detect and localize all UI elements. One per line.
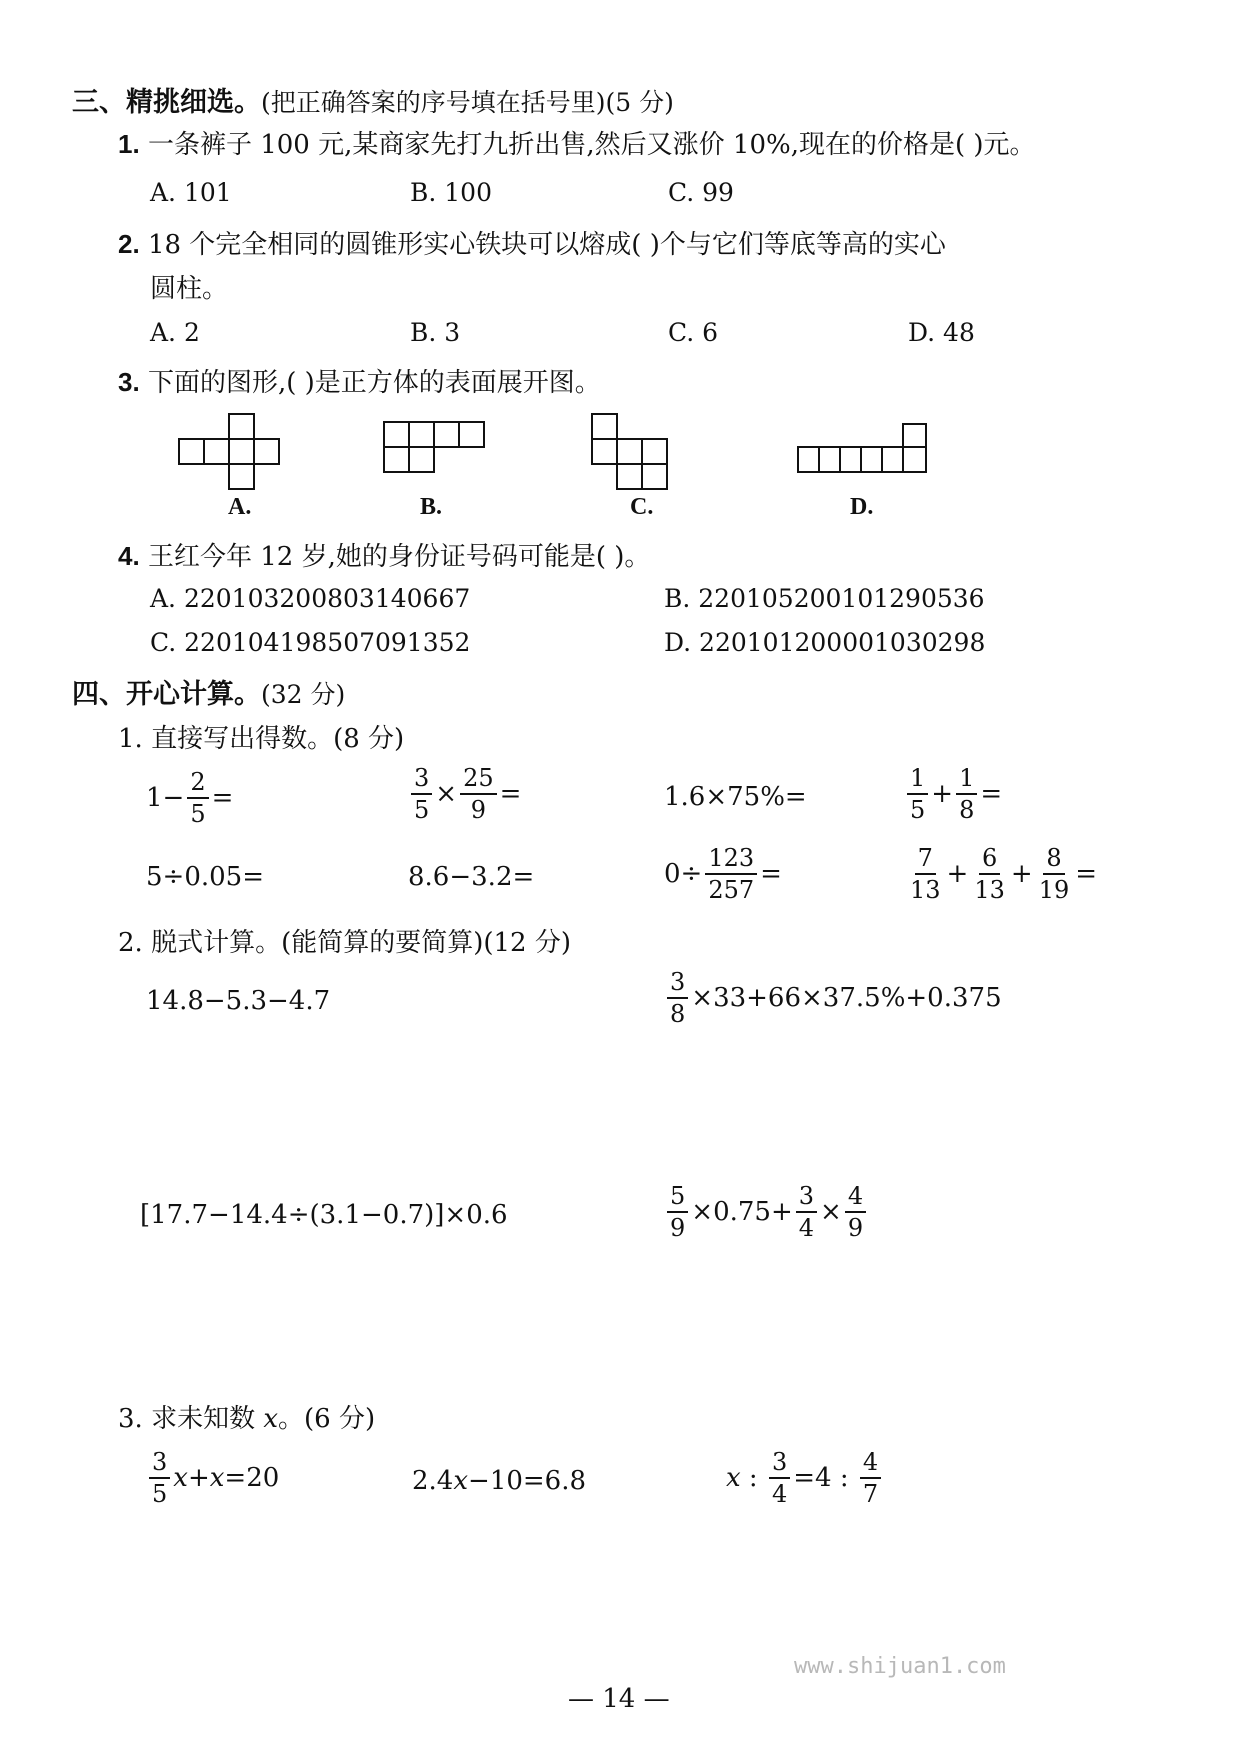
calc-expr-7: 0÷ $\frac{123}{257}$ = (664, 844, 782, 904)
calc-expr-3: 1.6×75%= (664, 782, 807, 812)
calc-expr-2: $\frac{3}{5}$ × $\frac{25}{9}$ = (408, 766, 521, 822)
equation-2: 2.4 x −10=6.8 (412, 1466, 587, 1496)
q1-option-c: C. 99 (668, 178, 734, 207)
q2-option-d: D. 48 (908, 318, 975, 347)
calc2-expr-4: $\frac{5}{9}$ ×0.75+ $\frac{3}{4}$ × $\frac{4}{9}$ (664, 1184, 869, 1240)
q4-option-a: A. 220103200803140667 (150, 584, 471, 613)
q1-option-a: A. 101 (150, 178, 232, 207)
question-3: 3. 下面的图形,( )是正方体的表面展开图。 (118, 367, 601, 398)
equation-3: x : $\frac{3}{4}$ =4 : $\frac{4}{7}$ (726, 1450, 884, 1506)
question-1: 1. 一条裤子 100 元,某商家先打九折出售,然后又涨价 10%,现在的价格是( )元。 (118, 129, 1036, 160)
part3-label-var: x (263, 1404, 279, 1434)
calc2-expr-2: $\frac{3}{8}$ ×33+66×37.5%+0.375 (664, 970, 1002, 1026)
calc-expr-4: $\frac{1}{5}$ + $\frac{1}{8}$ = (904, 766, 1002, 822)
q2-option-b: B. 3 (410, 318, 461, 347)
q4-option-d: D. 220101200001030298 (664, 628, 986, 657)
equation-1: $\frac{3}{5}$ x + x =20 (146, 1450, 279, 1506)
q2-option-a: A. 2 (150, 318, 200, 347)
section3-title: 三、精挑细选。(把正确答案的序号填在括号里)(5 分) (72, 87, 674, 118)
part3-label: 3. 求未知数 x。(6 分) (118, 1404, 376, 1434)
question-4-text: 王红今年 12 岁,她的身份证号码可能是( )。 (147, 542, 651, 572)
part1-label: 1. 直接写出得数。(8 分) (118, 724, 405, 754)
cube-net-c (590, 412, 670, 492)
section4-title: 四、开心计算。(32 分) (72, 679, 346, 710)
calc-expr-1: 1− $\frac{2}{5}$ = (146, 768, 234, 828)
page-number: — 14 — (568, 1684, 670, 1714)
calc2-expr-3: [17.7−14.4÷(3.1−0.7)]×0.6 (140, 1200, 508, 1230)
net-label-c: C. (630, 494, 654, 520)
cube-net-a (178, 412, 280, 492)
calc-expr-6: 8.6−3.2= (408, 862, 535, 892)
question-4: 4. 王红今年 12 岁,她的身份证号码可能是( )。 (118, 541, 651, 572)
cube-net-d (796, 422, 928, 478)
net-label-b: B. (420, 494, 443, 520)
calc-expr-8: $\frac{7}{13}$ + $\frac{6}{13}$ + $\frac{8}{19}$ = (910, 844, 1098, 904)
q2-option-c: C. 6 (668, 318, 719, 347)
question-2-text-line2: 圆柱。 (150, 274, 229, 304)
net-label-d: D. (850, 494, 874, 520)
question-3-text: 下面的图形,( )是正方体的表面展开图。 (147, 368, 601, 398)
q4-option-b: B. 220105200101290536 (664, 584, 985, 613)
question-1-text: 一条裤子 100 元,某商家先打九折出售,然后又涨价 10%,现在的价格是( )元。 (147, 130, 1036, 160)
q1-option-b: B. 100 (410, 178, 492, 207)
part2-label: 2. 脱式计算。(能简算的要简算)(12 分) (118, 928, 571, 958)
q4-option-c: C. 220104198507091352 (150, 628, 471, 657)
question-2: 2. 18 个完全相同的圆锥形实心铁块可以熔成( )个与它们等底等高的实心 (118, 229, 946, 260)
section4-note: (32 分) (261, 680, 346, 709)
net-label-a: A. (228, 494, 252, 520)
question-2-text: 18 个完全相同的圆锥形实心铁块可以熔成( )个与它们等底等高的实心 (147, 230, 946, 260)
watermark: www.shijuan1.com (794, 1654, 1006, 1679)
cube-net-b (382, 420, 486, 476)
section3-note: (把正确答案的序号填在括号里)(5 分) (261, 88, 674, 117)
calc-expr-5: 5÷0.05= (146, 862, 265, 892)
calc2-expr-1: 14.8−5.3−4.7 (146, 986, 331, 1016)
